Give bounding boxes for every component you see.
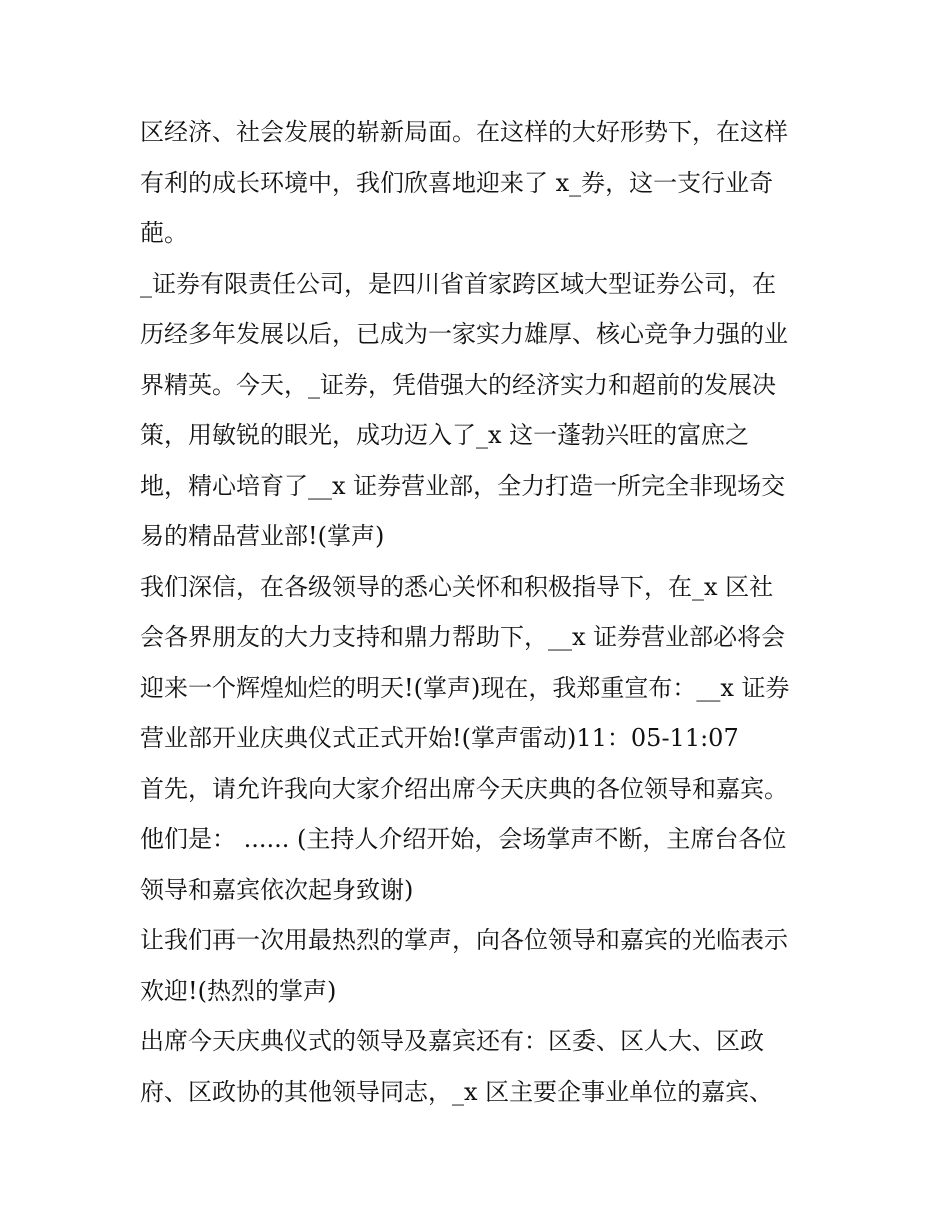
text-line: 历经多年发展以后，已成为一家实力雄厚、核心竞争力强的业 <box>140 320 788 348</box>
text-line: 首先，请允许我向大家介绍出席今天庆典的各位领导和嘉宾。 <box>140 774 788 803</box>
text-line: 出席今天庆典仪式的领导及嘉宾还有：区委、区人大、区政 <box>140 1027 764 1055</box>
text-line: 区经济、社会发展的崭新局面。在这样的大好形势下，在这样 <box>140 118 788 146</box>
text-line: 有利的成长环境中，我们欣喜地迎来了 x_券，这一支行业奇 <box>140 168 774 197</box>
text-line: 他们是： ...... (主持人介绍开始，会场掌声不断，主席台各位 <box>140 825 787 853</box>
text-line: 欢迎!(热烈的掌声) <box>140 976 337 1005</box>
text-line: 营业部开业庆典仪式正式开始!(掌声雷动)11：05-11:07 <box>140 724 739 752</box>
text-line: 我们深信，在各级领导的悉心关怀和积极指导下，在_x 区社 <box>140 572 774 601</box>
text-line: _证券有限责任公司，是四川省首家跨区域大型证券公司，在 <box>140 269 776 298</box>
text-line: 葩。 <box>140 219 188 247</box>
text-line: 地，精心培育了__x 证券营业部，全力打造一所完全非现场交 <box>140 471 786 500</box>
text-line: 迎来一个辉煌灿烂的明天!(掌声)现在，我郑重宣布：__x 证券 <box>140 673 790 702</box>
text-line: 易的精品营业部!(掌声) <box>140 522 385 550</box>
text-line: 策，用敏锐的眼光，成功迈入了_x 这一蓬勃兴旺的富庶之 <box>140 421 750 449</box>
text-line: 府、区政协的其他领导同志，_x 区主要企事业单位的嘉宾、 <box>140 1077 774 1106</box>
text-line: 会各界朋友的大力支持和鼎力帮助下，__x 证券营业部必将会 <box>140 623 786 651</box>
text-line: 领导和嘉宾依次起身致谢) <box>140 875 414 904</box>
text-line: 让我们再一次用最热烈的掌声，向各位领导和嘉宾的光临表示 <box>140 926 788 954</box>
text-line: 界精英。今天，_证券，凭借强大的经济实力和超前的发展决 <box>140 370 776 399</box>
document-body <box>140 107 820 1117</box>
